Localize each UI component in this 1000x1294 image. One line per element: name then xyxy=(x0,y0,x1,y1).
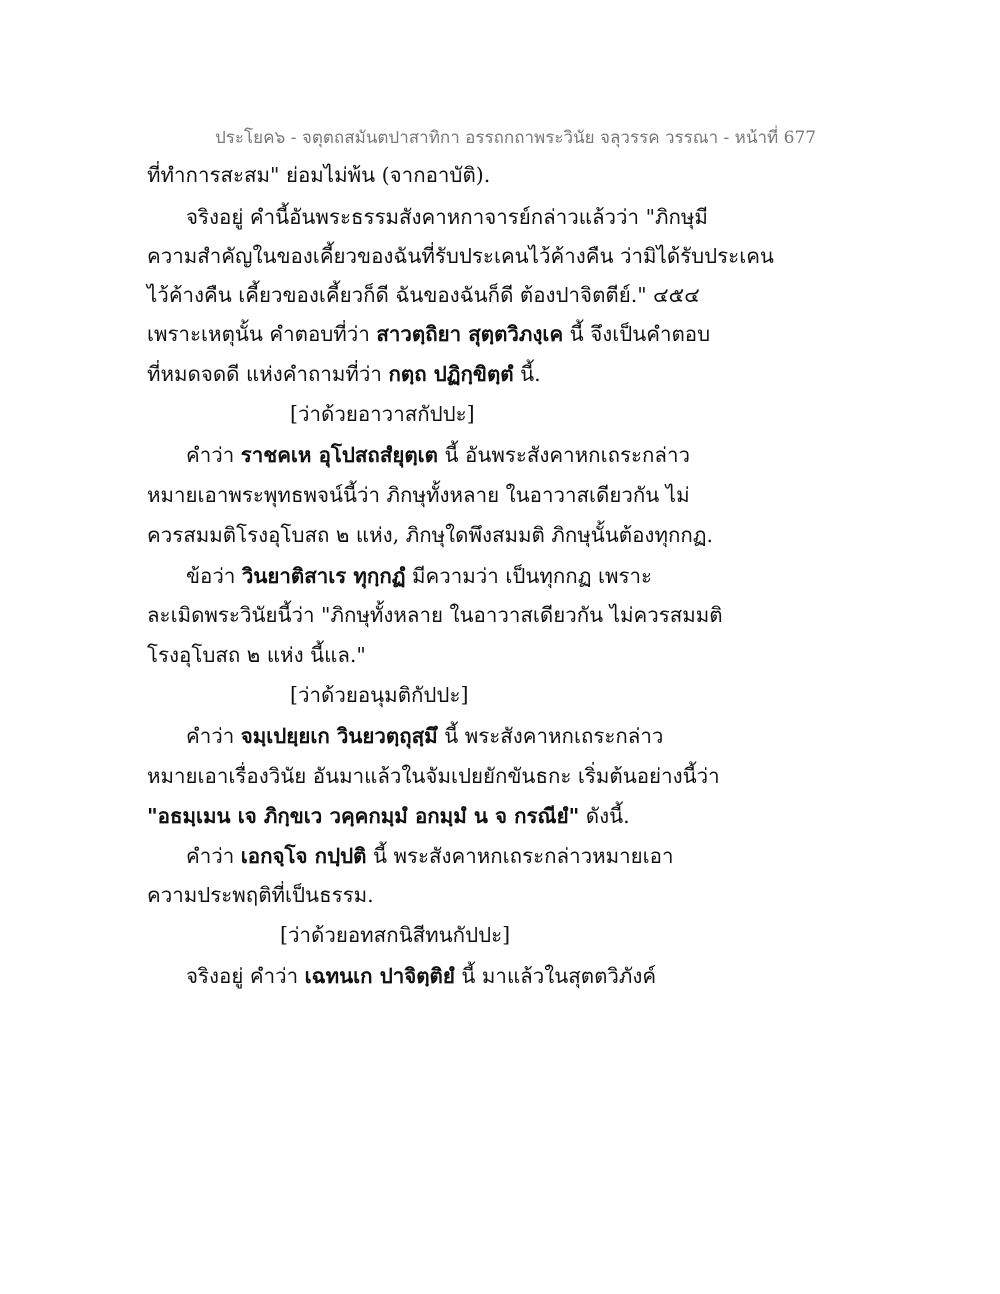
text-line: คำว่า ราชคเห อุโปสถสํยุตฺเต นี้ อันพระสังคาหกเถระกล่าว xyxy=(186,443,691,467)
text-line: ความสำคัญในของเคี้ยวของฉันที่รับประเคนไว้ค้างคืน ว่ามิได้รับประเคน xyxy=(147,244,774,268)
pali-term: จมฺเปยฺยเก วินยวตฺถุสฺมึ xyxy=(240,724,438,748)
text-line: ควรสมมติโรงอุโบสถ ๒ แห่ง, ภิกษุใดพึงสมมติ ภิกษุนั้นต้องทุกกฏ. xyxy=(147,523,714,547)
pali-quote: "อธมฺเมน เจ ภิกฺขเว วคฺคกมฺมํ อกมฺมํ น จ กรณียํ" xyxy=(147,804,580,828)
text-line: ข้อว่า วินยาติสาเร ทุกฺกฏํ มีความว่า เป็นทุกกฏ เพราะ xyxy=(186,564,653,588)
text-line: ไว้ค้างคืน เคี้ยวของเคี้ยวก็ดี ฉันของฉันก็ดี ต้องปาจิตตีย์." ๔๕๔ xyxy=(147,283,700,307)
pali-term: สาวตฺถิยา สุตฺตวิภงฺเค xyxy=(376,322,564,346)
text-line: หมายเอาพระพุทธพจน์นี้ว่า ภิกษุทั้งหลาย ในอาวาสเดียวกัน ไม่ xyxy=(147,483,690,507)
text-line: จริงอยู่ คำว่า เฉทนเก ปาจิตฺติยํ นี้ มาแล้วในสุตตวิภังค์ xyxy=(186,964,657,988)
text-line: โรงอุโบสถ ๒ แห่ง นี้แล." xyxy=(147,643,366,667)
text-line: คำว่า จมฺเปยฺยเก วินยวตฺถุสฺมึ นี้ พระสังคาหกเถระกล่าว xyxy=(186,724,664,748)
pali-term: กตฺถ ปฏิกฺขิตฺตํ xyxy=(388,362,514,386)
text-line: ที่หมดจดดี แห่งคำถามที่ว่า กตฺถ ปฏิกฺขิตฺตํ นี้. xyxy=(147,362,541,386)
text-line: เพราะเหตุนั้น คำตอบที่ว่า สาวตฺถิยา สุตฺตวิภงฺเค นี้ จึงเป็นคำตอบ xyxy=(147,322,711,346)
text-line: ที่ทำการสะสม" ย่อมไม่พ้น (จากอาบัติ). xyxy=(147,163,491,187)
pali-term: ราชคเห อุโปสถสํยุตฺเต xyxy=(240,443,438,467)
text-line: ความประพฤติที่เป็นธรรม. xyxy=(147,883,374,907)
page-header: ประโยค๖ - จตุตถสมันตปาสาทิกา อรรถกถาพระวินัย จลุวรรค วรรณา - หน้าที่ 677 xyxy=(215,128,817,148)
pali-term: เอกจฺโจ กปฺปติ xyxy=(240,844,367,868)
pali-term: เฉทนเก ปาจิตฺติยํ xyxy=(304,964,455,988)
text-line: "อธมฺเมน เจ ภิกฺขเว วคฺคกมฺมํ อกมฺมํ น จ กรณียํ" ดังนี้. xyxy=(147,804,630,828)
text-line: ละเมิดพระวินัยนี้ว่า "ภิกษุทั้งหลาย ในอาวาสเดียวกัน ไม่ควรสมมติ xyxy=(147,603,723,627)
section-heading: [ว่าด้วยอนุมติกัปปะ] xyxy=(290,683,469,707)
section-heading: [ว่าด้วยอทสกนิสีทนกัปปะ] xyxy=(280,923,511,947)
text-line: จริงอยู่ คำนี้อันพระธรรมสังคาหกาจารย์กล่าวแล้วว่า "ภิกษุมี xyxy=(186,205,708,229)
text-line: คำว่า เอกจฺโจ กปฺปติ นี้ พระสังคาหกเถระกล่าวหมายเอา xyxy=(186,844,674,868)
pali-term: วินยาติสาเร ทุกฺกฏํ xyxy=(241,564,406,588)
section-heading: [ว่าด้วยอาวาสกัปปะ] xyxy=(290,402,475,426)
text-line: หมายเอาเรื่องวินัย อันมาแล้วในจัมเปยยักขันธกะ เริ่มต้นอย่างนี้ว่า xyxy=(147,764,720,788)
